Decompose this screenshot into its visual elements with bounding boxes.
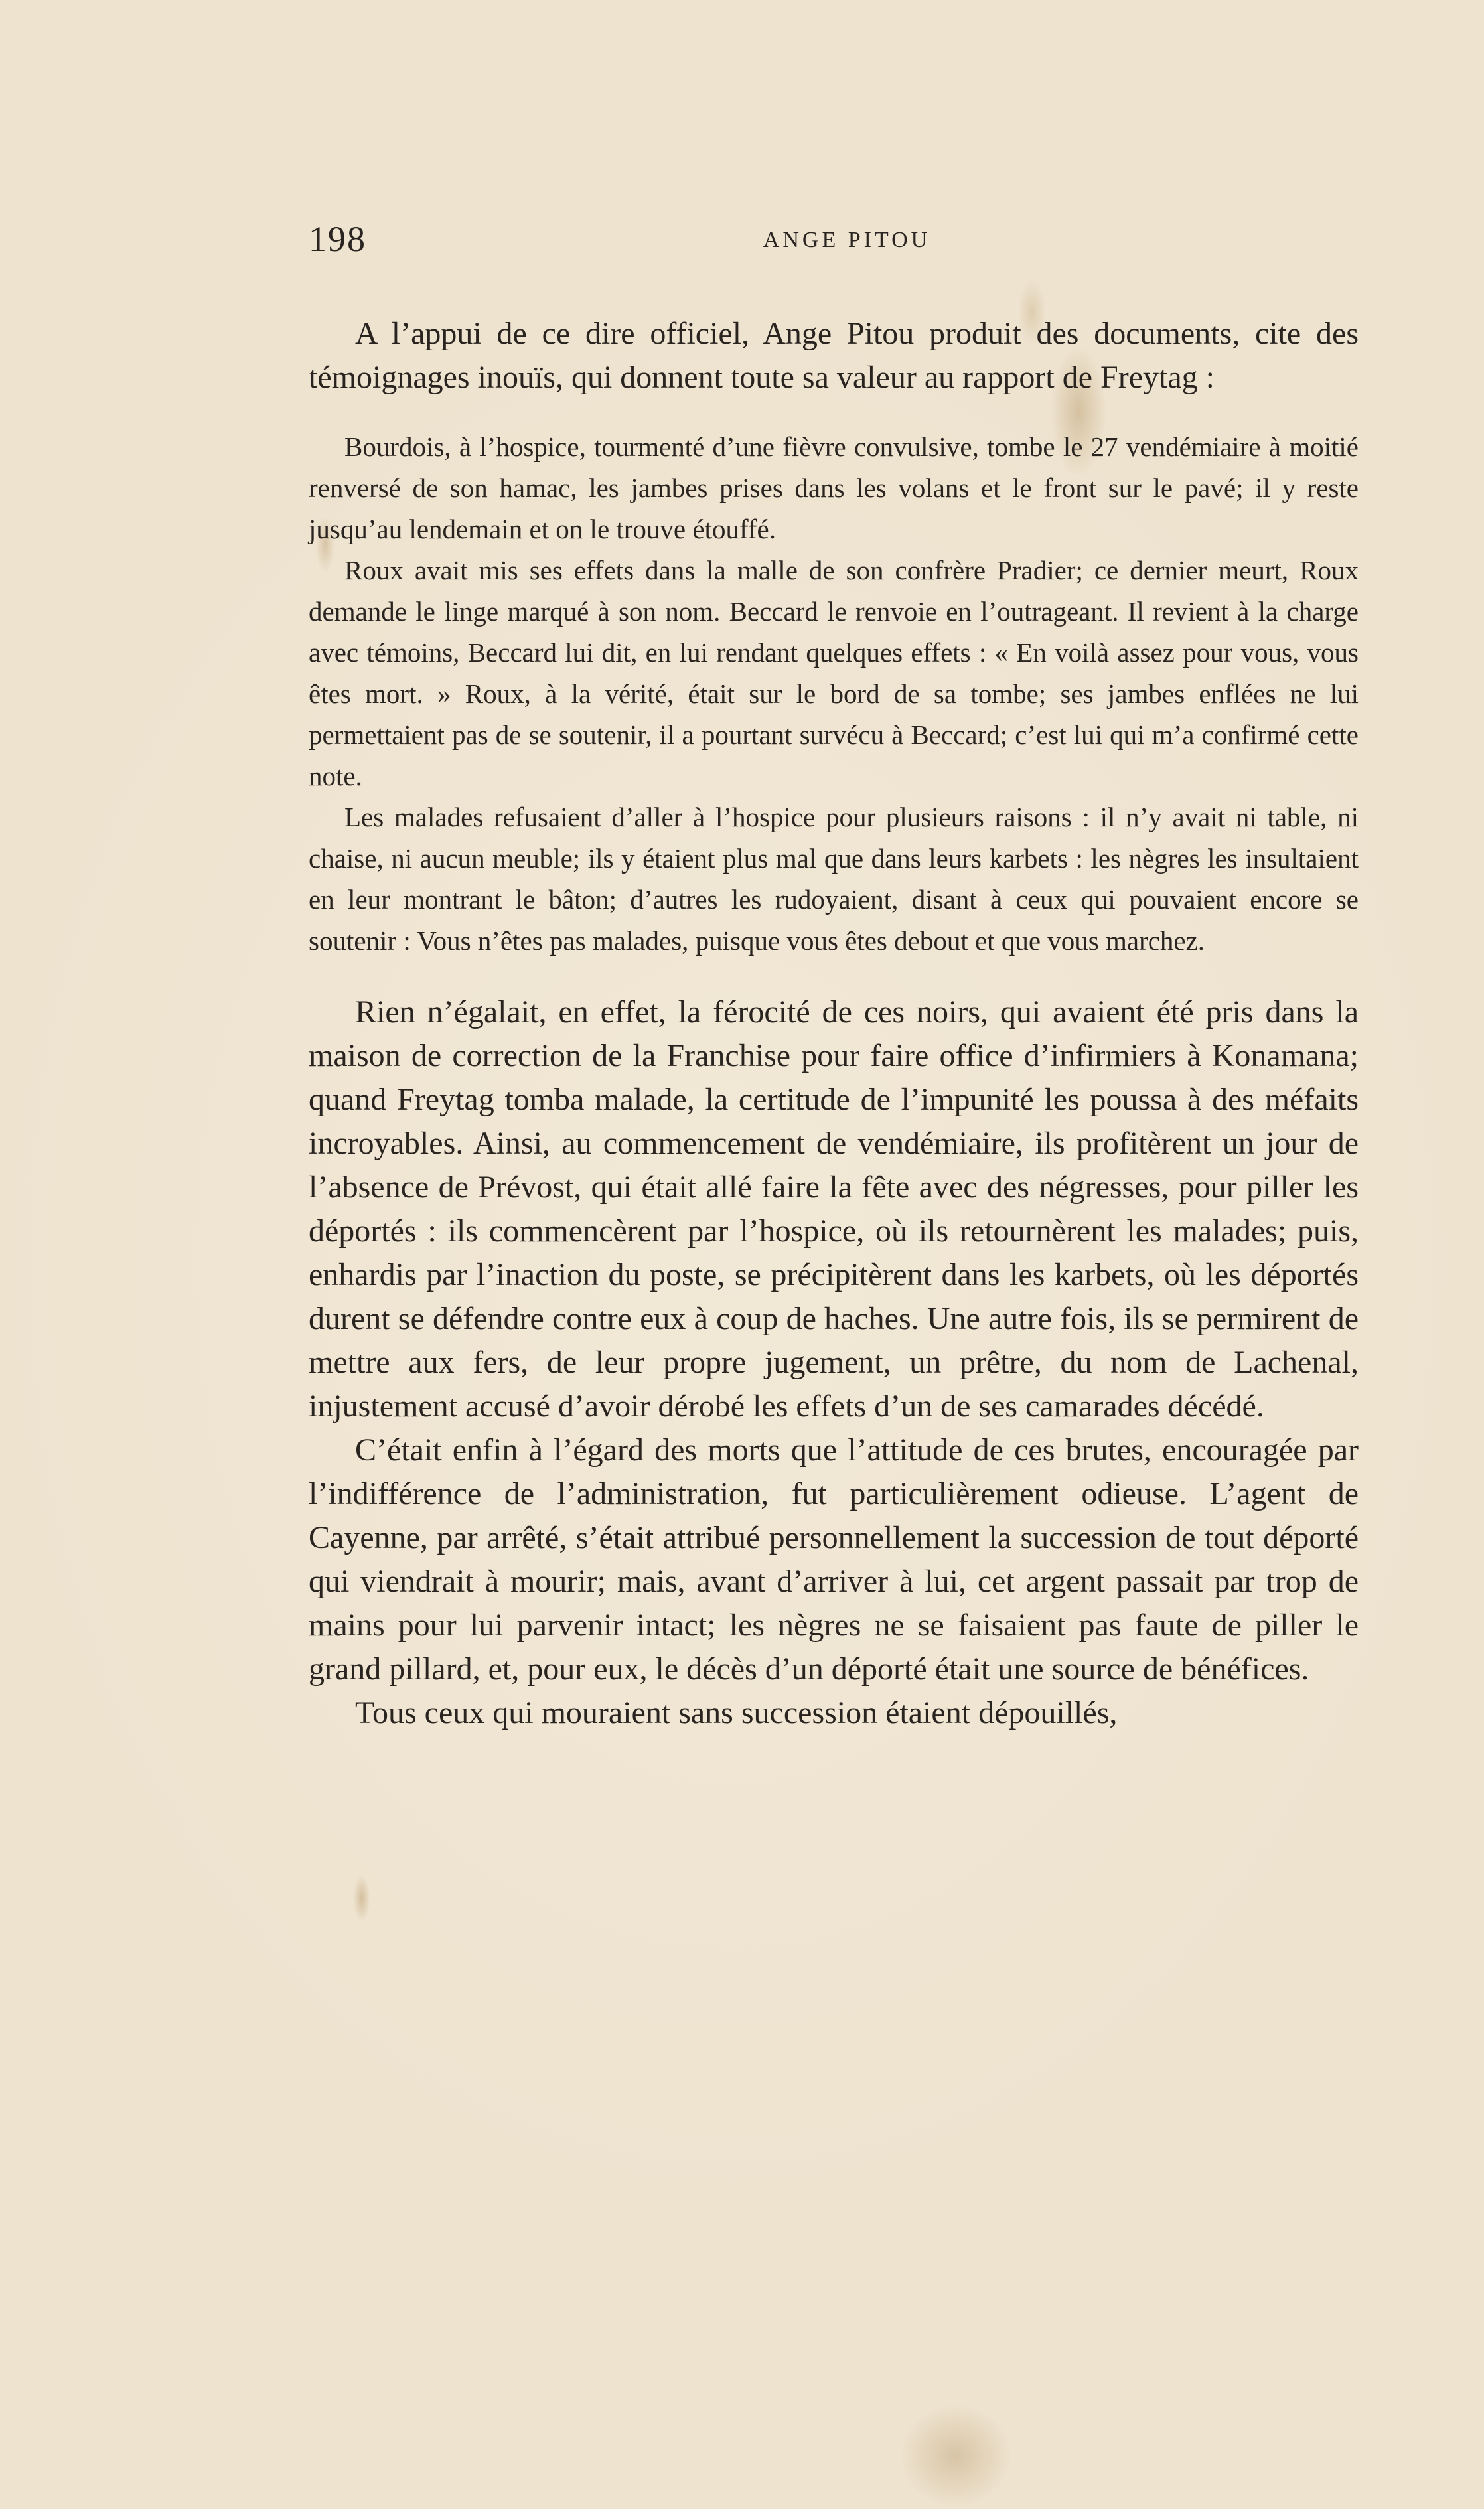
intro-paragraph: A l’appui de ce dire officiel, Ange Pitou produit des documents, cite des témoignages inouïs, qui donnent toute sa valeur au rapport de Freytag : (309, 316, 1359, 395)
body-paragraph-succession: Tous ceux qui mouraient sans succession étaient dépouillés, (355, 1695, 1118, 1730)
page-number: 198 (309, 219, 366, 259)
body-paragraph-ferocite: Rien n’égalait, en effet, la férocité de ces noirs, qui avaient été pris dans la maison de correction de la Franchise pour faire office d’infirmiers à Konamana; quand Freytag tomba malade, la certitude de l’impunité les poussa à des méfaits incroyables. Ainsi, au commencement de vendémiaire, ils profitèrent un jour de l’absence de Prévost, qui était allé faire la fête avec des négresses, pour piller les déportés : ils commencèrent par l’hospice, où ils retournèrent les malades; puis, enhardis par l’inaction du poste, se précipitèrent dans les karbets, où les déportés durent se défendre contre eux à coup de haches. Une autre fois, ils se permirent de mettre aux fers, de leur propre jugement, un prêtre, du nom de Lachenal, injustement accusé d’avoir dérobé les effets d’un de ses camarades décédé. (309, 994, 1359, 1424)
book-page (309, 219, 1359, 1735)
quote-paragraph-roux: Roux avait mis ses effets dans la malle de son confrère Pradier; ce dernier meurt, Roux demande le linge marqué à son nom. Beccard le renvoie en l’outrageant. Il revient à la charge avec témoins, Beccard lui dit, en lui rendant quelques effets : « En voilà assez pour vous, vous êtes mort. » Roux, à la vérité, était sur le bord de sa tombe; ses jambes enflées ne lui permettaient pas de se soutenir, il a pourtant survécu à Beccard; c’est lui qui m’a confirmé cette note. (309, 555, 1359, 791)
running-title: ANGE PITOU (763, 228, 931, 252)
quote-paragraph-malades: Les malades refusaient d’aller à l’hospice pour plusieurs raisons : il n’y avait ni table, ni chaise, ni aucun meuble; ils y étaient plus mal que dans leurs karbets : les nègres les insultaient en leur montrant le bâton; d’autres les rudoyaient, disant à ceux qui pouvaient encore se soutenir : Vous n’êtes pas malades, puisque vous êtes debout et que vous marchez. (309, 802, 1359, 956)
quote-paragraph-bourdois: Bourdois, à l’hospice, tourmenté d’une fièvre convulsive, tombe le 27 vendémiaire à moitié renversé de son hamac, les jambes prises dans les volans et le front sur le pavé; il y reste jusqu’au lendemain et on le trouve étouffé. (309, 431, 1359, 544)
running-header (309, 219, 1359, 259)
body-paragraph-morts: C’était enfin à l’égard des morts que l’attitude de ces brutes, encouragée par l’indifférence de l’administration, fut particulièrement odieuse. L’agent de Cayenne, par arrêté, s’était attribué personnellement la succession de tout déporté qui viendrait à mourir; mais, avant d’arriver à lui, cet argent passait par trop de mains pour lui parvenir intact; les nègres ne se faisaient pas faute de piller le grand pillard, et, pour eux, le décès d’un déporté était une source de bénéfices. (309, 1432, 1359, 1687)
quoted-testimony-block (309, 426, 1359, 961)
